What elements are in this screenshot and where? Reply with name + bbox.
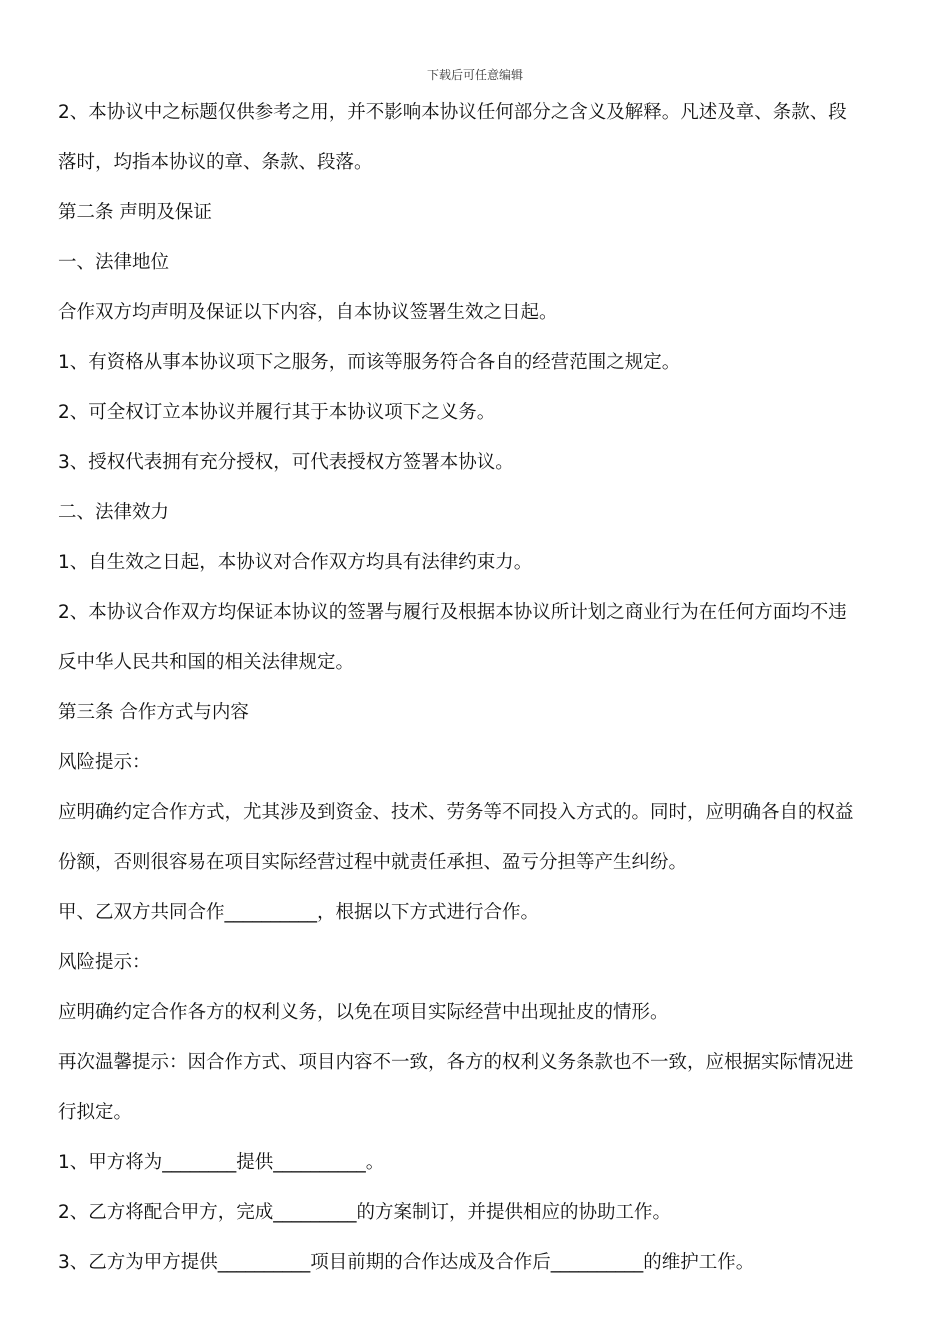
- risk-note-label: 风险提示：: [58, 752, 151, 773]
- paragraph-line: 3、乙方为甲方提供__________项目前期的合作达成及合作后__________的维护工作。: [58, 1252, 755, 1273]
- paragraph-line: 3、授权代表拥有充分授权，可代表授权方签署本协议。: [58, 452, 514, 473]
- paragraph-line: 2、可全权订立本协议并履行其于本协议项下之义务。: [58, 402, 496, 423]
- paragraph-line: 1、自生效之日起，本协议对合作双方均具有法律约束力。: [58, 552, 533, 573]
- paragraph-line: 1、有资格从事本协议项下之服务，而该等服务符合各自的经营范围之规定。: [58, 352, 681, 373]
- paragraph-line: 2、本协议中之标题仅供参考之用，并不影响本协议任何部分之含义及解释。凡述及章、条款、段: [58, 102, 847, 123]
- paragraph-line: 反中华人民共和国的相关法律规定。: [58, 652, 355, 673]
- paragraph-line: 应明确约定合作各方的权利义务，以免在项目实际经营中出现扯皮的情形。: [58, 1002, 669, 1023]
- risk-note-label: 风险提示：: [58, 952, 151, 973]
- paragraph-line: 1、甲方将为________提供__________。: [58, 1152, 385, 1173]
- paragraph-line: 落时，均指本协议的章、条款、段落。: [58, 152, 373, 173]
- paragraph-line: 行拟定。: [58, 1102, 133, 1123]
- page-header: 下载后可任意编辑: [426, 68, 523, 82]
- subsection-heading: 一、法律地位: [58, 252, 170, 273]
- paragraph-line: 应明确约定合作方式，尤其涉及到资金、技术、劳务等不同投入方式的。同时，应明确各自的权益: [58, 802, 854, 823]
- paragraph-line: 份额，否则很容易在项目实际经营过程中就责任承担、盈亏分担等产生纠纷。: [58, 852, 688, 873]
- section-heading: 第二条 声明及保证: [58, 202, 212, 223]
- paragraph-line: 甲、乙双方共同合作__________，根据以下方式进行合作。: [58, 902, 540, 923]
- paragraph-line: 2、本协议合作双方均保证本协议的签署与履行及根据本协议所计划之商业行为在任何方面均不违: [58, 602, 847, 623]
- document-body: [58, 88, 888, 1288]
- subsection-heading: 二、法律效力: [58, 502, 170, 523]
- paragraph-line: 2、乙方将配合甲方，完成_________的方案制订，并提供相应的协助工作。: [58, 1202, 672, 1223]
- section-heading: 第三条 合作方式与内容: [58, 702, 249, 723]
- paragraph-line: 合作双方均声明及保证以下内容，自本协议签署生效之日起。: [58, 302, 558, 323]
- paragraph-line: 再次温馨提示：因合作方式、项目内容不一致，各方的权利义务条款也不一致，应根据实际情况进: [58, 1052, 854, 1073]
